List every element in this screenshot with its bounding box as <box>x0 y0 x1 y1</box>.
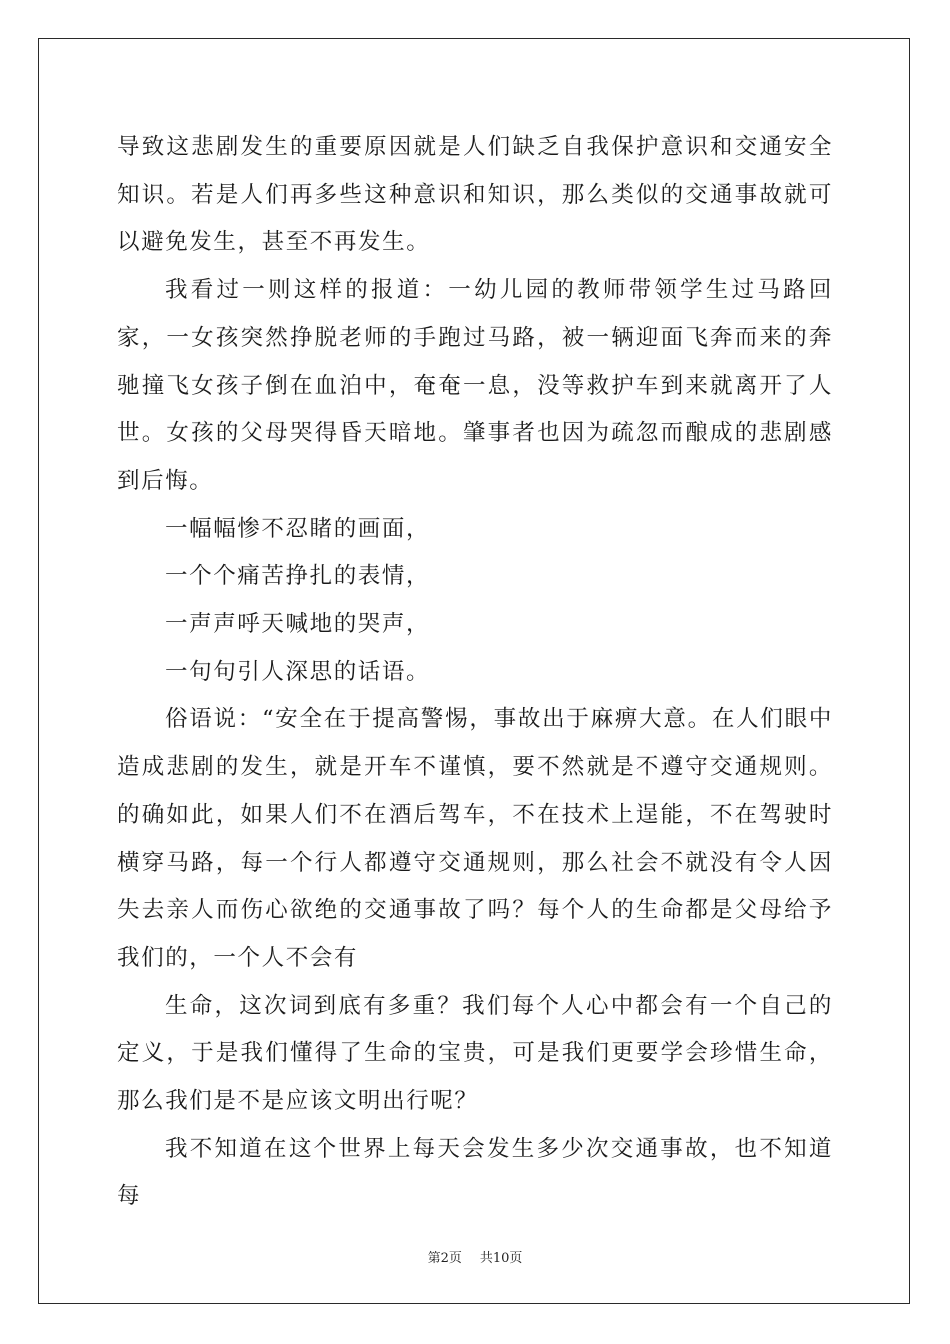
paragraph-9: 我不知道在这个世界上每天会发生多少次交通事故，也不知道每 <box>117 1135 833 1210</box>
paragraph-4: 一个个痛苦挣扎的表情， <box>165 563 431 590</box>
paragraph-1: 导致这悲剧发生的重要原因就是人们缺乏自我保护意识和交通安全知识。若是人们再多些这种意识和知识，那么类似的交通事故就可以避免发生，甚至不再发生。 <box>117 134 833 256</box>
paragraph-7: 俗语说：“安全在于提高警惕，事故出于麻痹大意。在人们眼中造成悲剧的发生，就是开车不谨慎，要不然就是不遵守交通规则。的确如此，如果人们不在酒后驾车，不在技术上逞能，不在驾驶时横穿马路，每一个行人都遵守交通规则，那么社会不就没有令人因失去亲人而伤心欲绝的交通事故了吗？每个人的生命都是父母给予我们的，一个人不会有 <box>117 706 833 971</box>
paragraph-2: 我看过一则这样的报道：一幼儿园的教师带领学生过马路回家，一女孩突然挣脱老师的手跑过马路，被一辆迎面飞奔而来的奔驰撞飞女孩子倒在血泊中，奄奄一息，没等救护车到来就离开了人世。女孩的父母哭得昏天暗地。肇事者也因为疏忽而酿成的悲剧感到后悔。 <box>117 277 833 494</box>
paragraph-3: 一幅幅惨不忍睹的画面， <box>165 515 431 542</box>
page-total: 共10页 <box>479 1251 523 1266</box>
paragraph-8: 生命，这次词到底有多重？我们每个人心中都会有一个自己的定义，于是我们懂得了生命的宝贵，可是我们更要学会珍惜生命，那么我们是不是应该文明出行呢？ <box>117 992 833 1115</box>
page-footer <box>0 1247 950 1266</box>
document-body <box>117 124 833 1221</box>
page-number: 第2页 <box>427 1251 462 1266</box>
paragraph-5: 一声声呼天喊地的哭声， <box>165 611 431 638</box>
paragraph-6: 一句句引人深思的话语。 <box>165 658 431 685</box>
